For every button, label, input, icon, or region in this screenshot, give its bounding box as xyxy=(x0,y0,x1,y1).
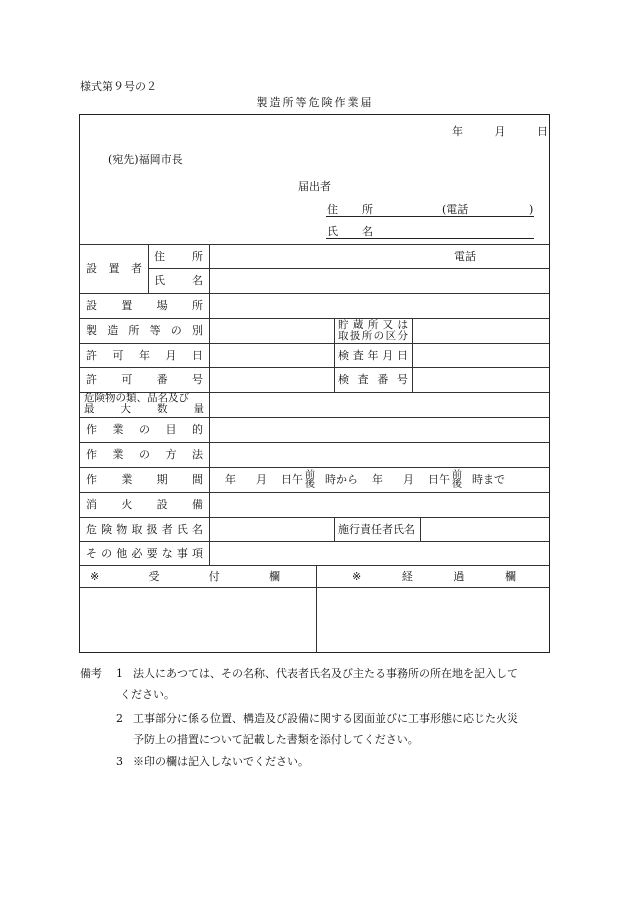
col-line xyxy=(148,244,149,293)
date-year-label: 年 xyxy=(452,125,463,138)
period-month: 月 xyxy=(256,473,267,486)
location-label: 設 置 場 所 xyxy=(86,299,203,312)
row-line xyxy=(80,565,549,566)
hazmat-label xyxy=(84,393,204,415)
work-period-label: 作 業 期 間 xyxy=(86,473,203,486)
work-method-label: 作 業 の 方 法 xyxy=(86,448,203,461)
period-pm2: 後 xyxy=(452,478,462,490)
note-2-line2: 予防上の措置について記載した書類を添付してください。 xyxy=(133,733,419,746)
note-1-num: 1 xyxy=(116,667,123,680)
note-1-line2: ください。 xyxy=(120,688,175,701)
note-1-line1: 法人にあつては、その名称、代表者氏名及び主たる事務所の所在地を記入して xyxy=(133,667,518,680)
row-line xyxy=(80,417,549,418)
notes-label: 備考 xyxy=(80,667,102,680)
period-year: 年 xyxy=(225,473,236,486)
handler-name-label: 危 険 物 取 扱 者 氏 名 xyxy=(86,523,203,536)
note-3-line1: ※印の欄は記入しないでください。 xyxy=(133,755,309,768)
row-line xyxy=(80,318,549,319)
row-line xyxy=(80,442,549,443)
hazmat-line1: 危険物の類、品名及び xyxy=(84,392,189,404)
notifier-name-label: 氏 名 xyxy=(327,225,373,238)
inspection-date-label: 検 査 年 月 日 xyxy=(338,349,408,362)
period-day: 日午 xyxy=(281,473,303,486)
notifier-phone-close: ) xyxy=(529,203,534,216)
addressee: (宛先)福岡市長 xyxy=(108,153,183,166)
storage-type-line2: 取 扱 所 の 区 分 xyxy=(338,330,408,342)
row-line xyxy=(80,343,549,344)
period-from: 時から xyxy=(325,473,358,486)
inspection-number-label: 検 査 番 号 xyxy=(338,373,408,386)
reception-header: ※ 受 付 欄 xyxy=(90,570,280,583)
note-2-num: 2 xyxy=(116,712,123,725)
period-month2: 月 xyxy=(403,473,414,486)
notifier-label: 届出者 xyxy=(298,180,331,193)
row-line xyxy=(80,467,549,468)
installer-name-label: 氏 名 xyxy=(154,274,203,287)
date-day-label: 日 xyxy=(537,125,548,138)
name-underline xyxy=(326,238,534,239)
storage-type-label xyxy=(338,320,408,342)
period-until: 時まで xyxy=(472,473,505,486)
col-line xyxy=(334,318,335,392)
installer-address-label: 住 所 xyxy=(154,250,203,263)
col-line xyxy=(412,318,413,392)
period-am2: 前 xyxy=(452,469,462,481)
date-month-label: 月 xyxy=(494,125,506,138)
period-ampm xyxy=(305,471,315,489)
work-period-fields xyxy=(225,469,505,490)
progress-header: ※ 経 過 欄 xyxy=(352,570,516,583)
installer-phone-label: 電話 xyxy=(454,250,476,263)
col-line xyxy=(420,517,421,541)
form-number: 様式第９号の２ xyxy=(80,80,157,93)
period-pm: 後 xyxy=(305,478,315,490)
row-line xyxy=(80,367,549,368)
row-line xyxy=(80,492,549,493)
col-line xyxy=(316,565,317,653)
period-year2: 年 xyxy=(372,473,383,486)
period-am: 前 xyxy=(305,469,315,481)
row-line xyxy=(80,517,549,518)
other-label: そ の 他 必 要 な 事 項 xyxy=(86,547,203,560)
row-line xyxy=(80,293,549,294)
work-purpose-label: 作 業 の 目 的 xyxy=(86,423,203,436)
row-line xyxy=(80,244,549,245)
period-day2: 日午 xyxy=(428,473,450,486)
notifier-phone-label: (電話 xyxy=(442,203,469,216)
installer-label: 設 置 者 xyxy=(86,262,142,275)
hazmat-line2: 最 大 数 量 xyxy=(84,403,204,415)
facility-type-label: 製 造 所 等 の 別 xyxy=(86,324,203,337)
form-frame xyxy=(79,114,550,653)
fire-equipment-label: 消 火 設 備 xyxy=(86,498,203,511)
note-2-line1: 工事部分に係る位置、構造及び設備に関する図面並びに工事形態に応じた火災 xyxy=(133,712,518,725)
permit-date-label: 許 可 年 月 日 xyxy=(86,349,203,362)
note-3-num: 3 xyxy=(116,755,123,768)
row-line xyxy=(80,587,549,588)
notifier-address-label: 住 所 xyxy=(327,203,373,216)
supervisor-name-label: 施行責任者氏名 xyxy=(338,523,415,536)
col-line xyxy=(334,517,335,541)
period-ampm2 xyxy=(452,471,462,489)
address-underline xyxy=(326,216,534,217)
date-line xyxy=(452,125,548,138)
permit-number-label: 許 可 番 号 xyxy=(86,373,203,386)
row-line xyxy=(80,541,549,542)
storage-type-line1: 貯 蔵 所 又 は xyxy=(338,319,408,331)
form-title: 製造所等危険作業届 xyxy=(256,96,374,109)
col-line xyxy=(209,244,210,565)
